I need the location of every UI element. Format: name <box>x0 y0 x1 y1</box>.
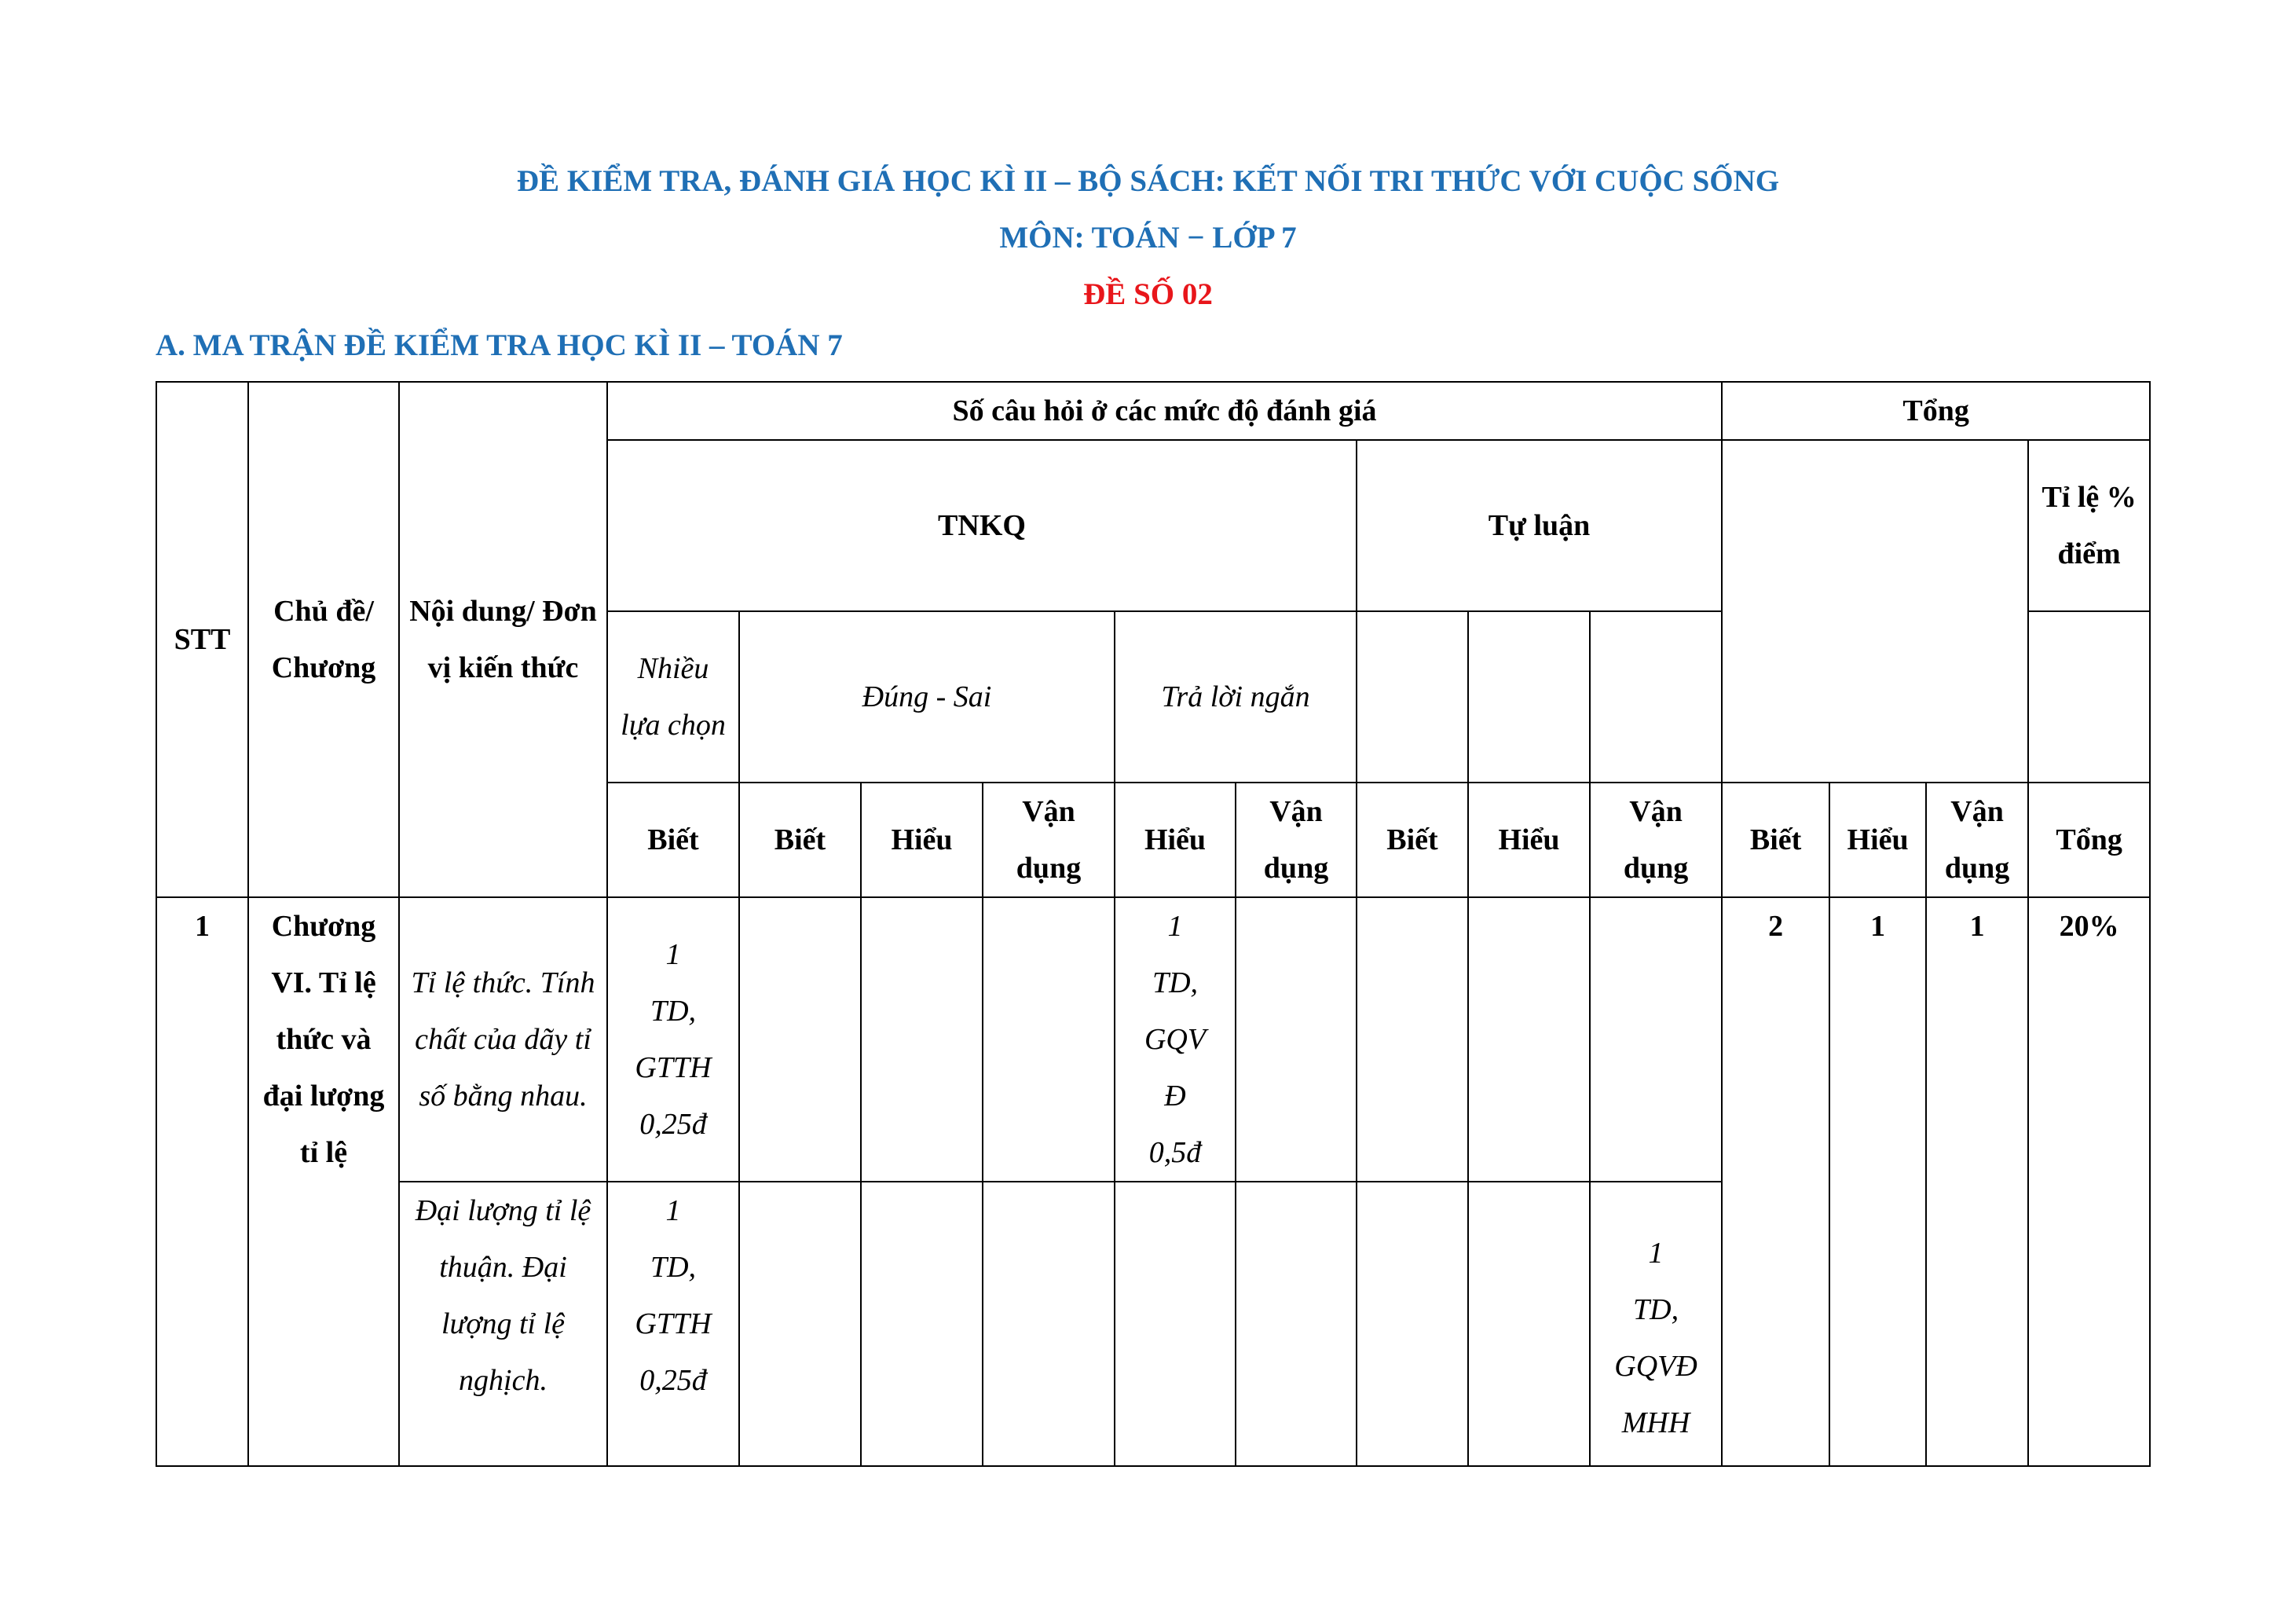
empty-cell <box>983 897 1115 1182</box>
assessment-matrix-table <box>156 381 2151 1467</box>
header-stt: STT <box>156 382 248 897</box>
level-header: Vận dụng <box>1236 783 1357 897</box>
header-essay: Tự luận <box>1357 440 1722 611</box>
empty-cell <box>739 1182 861 1466</box>
level-header: Vận dụng <box>1926 783 2028 897</box>
header-essay-blank <box>1357 611 1468 783</box>
header-ratio: Tỉ lệ % điểm <box>2028 440 2150 611</box>
level-header: Hiểu <box>1115 783 1236 897</box>
empty-cell <box>1468 1182 1590 1466</box>
level-header: Biết <box>1722 783 1829 897</box>
level-header: Hiểu <box>861 783 983 897</box>
level-header: Tổng <box>2028 783 2150 897</box>
level-header: Hiểu <box>1829 783 1926 897</box>
document-header <box>0 153 2296 323</box>
level-header: Vận dụng <box>983 783 1115 897</box>
row-chapter: Chương VI. Tỉ lệ thức và đại lượng tỉ lệ <box>248 897 399 1466</box>
empty-cell <box>1115 1182 1236 1466</box>
header-content: Nội dung/ Đơn vị kiến thức <box>399 382 607 897</box>
header-total: Tổng <box>1722 382 2150 440</box>
level-header: Biết <box>607 783 739 897</box>
empty-cell <box>1236 1182 1357 1466</box>
header-ratio-blank <box>2028 611 2150 783</box>
level-header: Biết <box>739 783 861 897</box>
total-understand: 1 <box>1829 897 1926 1466</box>
header-essay-blank <box>1468 611 1590 783</box>
empty-cell <box>739 897 861 1182</box>
sa-understand-cell: 1 TD, GQV Đ 0,5đ <box>1115 897 1236 1182</box>
empty-cell <box>1468 897 1590 1182</box>
header-multiple-choice: Nhiều lựa chọn <box>607 611 739 783</box>
document-title: ĐỀ KIỂM TRA, ĐÁNH GIÁ HỌC KÌ II – BỘ SÁCH: KẾT NỐI TRI THỨC VỚI CUỘC SỐNG <box>516 164 1780 198</box>
mc-know-cell: 1 TD, GTTH 0,25đ <box>607 897 739 1182</box>
header-true-false: Đúng - Sai <box>739 611 1115 783</box>
table-row <box>156 897 2150 1182</box>
section-title: A. MA TRẬN ĐỀ KIỂM TRA HỌC KÌ II – TOÁN 7 <box>156 328 843 362</box>
row-content: Tỉ lệ thức. Tính chất của dãy tỉ số bằng nhau. <box>399 897 607 1182</box>
total-know: 2 <box>1722 897 1829 1466</box>
header-chapter: Chủ đề/ Chương <box>248 382 399 897</box>
exam-number: ĐỀ SỐ 02 <box>1083 277 1213 311</box>
empty-cell <box>861 897 983 1182</box>
subject-title: MÔN: TOÁN − LỚP 7 <box>999 221 1297 255</box>
empty-cell <box>1357 1182 1468 1466</box>
empty-cell <box>1236 897 1357 1182</box>
empty-cell <box>983 1182 1115 1466</box>
essay-apply-cell: 1 TD, GQVĐ MHH <box>1590 1182 1722 1466</box>
header-levels: Số câu hỏi ở các mức độ đánh giá <box>607 382 1722 440</box>
header-essay-blank <box>1590 611 1722 783</box>
total-ratio: 20% <box>2028 897 2150 1466</box>
level-header: Hiểu <box>1468 783 1590 897</box>
mc-know-cell: 1 TD, GTTH 0,25đ <box>607 1182 739 1466</box>
row-stt: 1 <box>156 897 248 1466</box>
row-content: Đại lượng tỉ lệ thuận. Đại lượng tỉ lệ nghịch. <box>399 1182 607 1466</box>
empty-cell <box>1357 897 1468 1182</box>
empty-cell <box>1590 897 1722 1182</box>
header-total-blank <box>1722 440 2028 783</box>
level-header: Vận dụng <box>1590 783 1722 897</box>
level-header: Biết <box>1357 783 1468 897</box>
empty-cell <box>861 1182 983 1466</box>
total-apply: 1 <box>1926 897 2028 1466</box>
header-short-answer: Trả lời ngắn <box>1115 611 1357 783</box>
header-tnkq: TNKQ <box>607 440 1357 611</box>
